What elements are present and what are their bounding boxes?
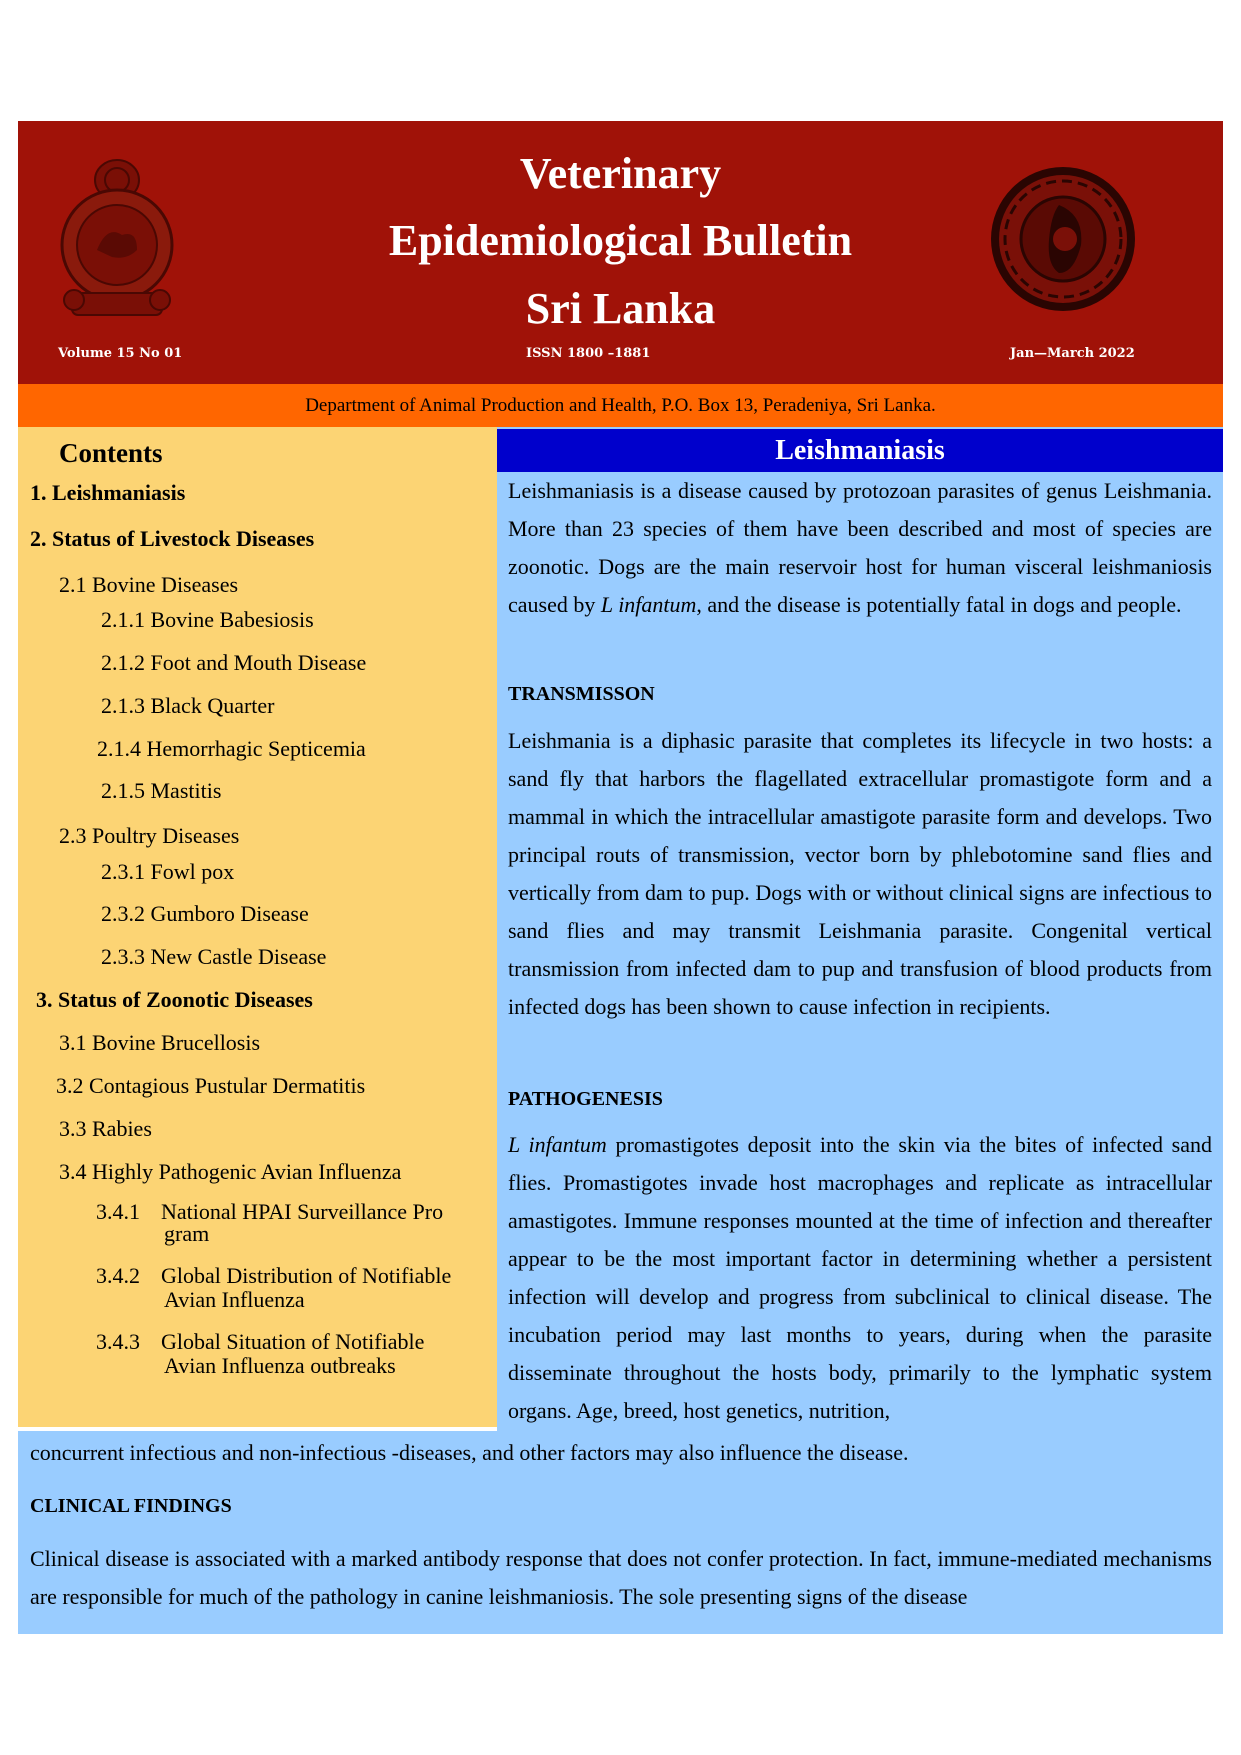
- title-line-3: Sri Lanka: [525, 284, 716, 333]
- clinical-findings-paragraph: Clinical disease is associated with a marked antibody response that does not confer protection. In fact, immune-mediated mechanisms are responsible for much of the pathology in canine leishmaniosis. The sole presenting signs of the disease: [30, 1546, 1212, 1609]
- pathogenesis-continuation: concurrent infectious and non-infectious -diseases, and other factors may also influence the disease.: [30, 1440, 909, 1465]
- toc-item[interactable]: gram: [164, 1221, 210, 1246]
- issn: ISSN 1800 –1881: [526, 346, 651, 361]
- clinical-findings-heading: CLINICAL FINDINGS: [30, 1495, 232, 1517]
- pathogenesis-heading: PATHOGENESIS: [508, 1088, 663, 1110]
- species-name: L infantum: [600, 592, 697, 617]
- contents-heading: Contents: [59, 438, 163, 468]
- article-title: Leishmaniasis: [497, 429, 1223, 472]
- transmission-paragraph: Leishmania is a diphasic parasite that completes its lifecycle in two hosts: a sand fly that harbors the flagellated extracellular promastigote form and a mammal in which the intracellular amastigote parasite form and develops. Two principal routs of transmission, vector born by phlebotomine sand flies and vertically from dam to pup. Dogs with or without clinical signs are infectious to sand flies and may transmit Leishmania parasite. Congenital vertical transmission from infected dam to pup and transfusion of blood products from infected dogs has been shown to cause infection in recipients.: [508, 728, 1212, 1019]
- toc-item[interactable]: 2.1.3 Black Quarter: [101, 693, 275, 718]
- species-name: L infantum: [508, 1132, 607, 1157]
- toc-item[interactable]: 2.3.2 Gumboro Disease: [101, 901, 309, 926]
- toc-item-number[interactable]: 3.4.1: [96, 1199, 140, 1224]
- toc-item-number[interactable]: 3.4.2: [96, 1263, 140, 1288]
- toc-item[interactable]: Avian Influenza outbreaks: [164, 1353, 396, 1378]
- toc-item[interactable]: 2.3 Poultry Diseases: [59, 823, 240, 848]
- department-bar: Department of Animal Production and Health, P.O. Box 13, Peradeniya, Sri Lanka.: [18, 384, 1223, 427]
- toc-item[interactable]: 3.2 Contagious Pustular Dermatitis: [56, 1073, 366, 1098]
- toc-item[interactable]: 2. Status of Livestock Diseases: [30, 526, 315, 551]
- toc-item[interactable]: Avian Influenza: [164, 1287, 305, 1312]
- toc-item[interactable]: 2.3.1 Fowl pox: [101, 859, 235, 884]
- toc-item[interactable]: 2.1 Bovine Diseases: [59, 572, 239, 597]
- toc-item[interactable]: Global Situation of Notifiable: [161, 1329, 425, 1354]
- transmission-heading: TRANSMISSON: [508, 683, 655, 705]
- issue-period: Jan—March 2022: [1010, 346, 1135, 361]
- toc-item[interactable]: 2.1.5 Mastitis: [101, 778, 222, 803]
- title-line-1: Veterinary: [519, 149, 722, 198]
- toc-item[interactable]: 1. Leishmaniasis: [30, 480, 186, 505]
- toc-item[interactable]: National HPAI Surveillance Pro: [161, 1199, 444, 1224]
- toc-item[interactable]: Global Distribution of Notifiable: [161, 1263, 452, 1288]
- volume-number: Volume 15 No 01: [58, 346, 183, 361]
- title-line-2: Epidemiological Bulletin: [388, 216, 853, 265]
- masthead: [18, 121, 1223, 384]
- toc-item[interactable]: 3.1 Bovine Brucellosis: [59, 1030, 261, 1055]
- toc-item-number[interactable]: 3.4.3: [96, 1329, 140, 1354]
- toc-item[interactable]: 2.1.1 Bovine Babesiosis: [101, 607, 314, 632]
- toc-item[interactable]: 2.3.3 New Castle Disease: [101, 944, 327, 969]
- pathogenesis-paragraph: L infantum promastigotes deposit into the skin via the bites of infected sand flies. Promastigotes invade host macrophages and replicate as intracellular amastigotes. Immune responses mounted at the time of infection and thereafter appear to be the most important factor in determining whether a persistent infection will develop and progress from subclinical to clinical disease. The incubation period may last months to years, during when the parasite disseminate throughout the hosts body, primarily to the lymphatic system organs. Age, breed, host genetics, nutrition,: [508, 1132, 1212, 1423]
- department-seal-icon: [989, 165, 1137, 313]
- toc-item[interactable]: 2.1.4 Hemorrhagic Septicemia: [97, 736, 366, 761]
- toc-item[interactable]: 3.3 Rabies: [59, 1116, 152, 1141]
- toc-item[interactable]: 2.1.2 Foot and Mouth Disease: [101, 650, 367, 675]
- toc-item[interactable]: 3.4 Highly Pathogenic Avian Influenza: [59, 1159, 402, 1184]
- toc-item[interactable]: 3. Status of Zoonotic Diseases: [36, 987, 313, 1012]
- intro-paragraph: Leishmaniasis is a disease caused by protozoan parasites of genus Leishmania. More than 23 species of them have been described and most of species are zoonotic. Dogs are the main reservoir host for human visceral leishmaniosis caused by L infantum, and the disease is potentially fatal in dogs and people.: [508, 478, 1212, 617]
